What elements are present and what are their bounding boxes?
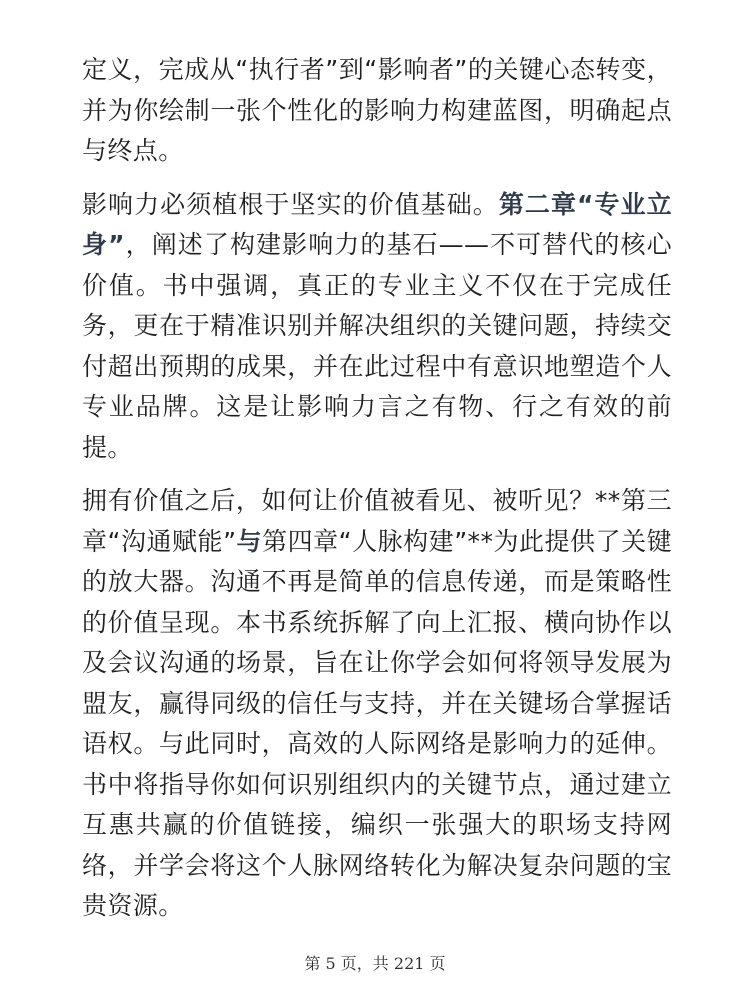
paragraph-2-text-end: ，阐述了构建影响力的基石——不可替代的核心价值。书中强调，真正的专业主义不仅在于完成任务，更在于精准识别并解决组织的关键问题，持续交付超出预期的成果，并在此过程中有意识地塑造个人专业品牌。这是让影响力言之有物、行之有效的前提。 (82, 230, 672, 462)
chapter-2-title-highlight: 第二章“专业立身” (82, 189, 673, 259)
body-text (82, 50, 672, 940)
paragraph-3-text-start: 拥有价值之后，如何让价值被看见、被听见？**第三章“沟通赋能” (82, 486, 672, 556)
connector-highlight: 与 (236, 526, 263, 556)
paragraph-2 (82, 185, 672, 469)
page-number-footer: 第 5 页，共 221 页 (304, 954, 446, 973)
paragraph-1 (82, 50, 672, 172)
paragraph-3-text-end: 第四章“人脉构建”**为此提供了关键的放大器。沟通不再是简单的信息传递，而是策略性的价值呈现。本书系统拆解了向上汇报、横向协作以及会议沟通的场景，旨在让你学会如何将领导发展为盟友，赢得同级的信任与支持，并在关键场合掌握话语权。与此同时，高效的人际网络是影响力的延伸。书中将指导你如何识别组织内的关键节点，通过建立互惠共赢的价值链接，编织一张强大的职场支持网络，并学会将这个人脉网络转化为解决复杂问题的宝贵资源。 (82, 526, 672, 920)
paragraph-2-text-start: 影响力必须植根于坚实的价值基础。 (82, 189, 499, 219)
paragraph-1-text: 定义，完成从“执行者”到“影响者”的关键心态转变，并为你绘制一张个性化的影响力构建蓝图，明确起点与终点。 (82, 55, 672, 165)
paragraph-3 (82, 481, 672, 927)
